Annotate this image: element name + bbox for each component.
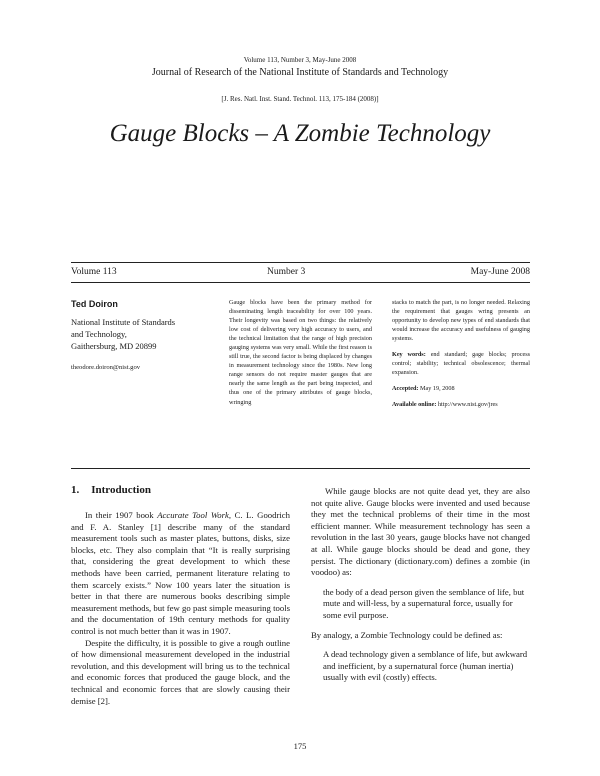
abstract-text-cont: stacks to match the part, is no longer needed. Relaxing the requirement that gauges wring presents an opportunity to develop new types of end standards that would increase the accuracy and usefulness of gauging systems. <box>392 299 530 343</box>
online-url[interactable]: http://www.nist.gov/jres <box>437 401 498 409</box>
volume-issue-line: Volume 113, Number 3, May-June 2008 <box>243 56 357 64</box>
page-number: 175 <box>293 741 307 751</box>
abstract-column-1 <box>229 298 372 407</box>
accepted-value: May 19, 2008 <box>420 385 455 393</box>
online-label: Available online: <box>392 401 437 409</box>
keywords-label: Key words: <box>392 351 426 359</box>
book-title: Accurate Tool Work <box>157 510 229 520</box>
accepted-label: Accepted: <box>392 385 419 393</box>
keywords <box>392 350 530 377</box>
affiliation-line: and Technology, <box>71 329 127 339</box>
abstract-text: Gauge blocks have been the primary method for disseminating length traceability for over 100 years. Their longevity was based on two things: the relatively low cost of delivering very high accuracy to users, and the technical limitation that the range of high precision gauging systems was very small. While the first reason is still true, the second factor is being displaced by changes in measurement technology since the 1980s. New long range sensors do not require master gauges that are nearly the same length as the part being inspected, and thus one of the primary attributes of gauge blocks, wringing <box>229 299 372 406</box>
block-quote: A dead technology given a semblance of life, but awkward and inefficient, by a supernatural force (human inertia) usually with evil (costly) effects. <box>323 649 528 683</box>
volume-label: Volume 113 <box>71 267 117 277</box>
affiliation-line: Gaithersburg, MD 20899 <box>71 341 157 351</box>
paragraph: While gauge blocks are not quite dead yet, they are also not quite alive. Gauge blocks were invented and used because they met the technical problems of their time in the most efficient manner. While measurement technology has seen a revolution in the last 30 years, gauge blocks have not changed at all. While gauge blocks should be dead and gone, they persist. The dictionary (dictionary.com) defines a zombie (in voodoo) as: <box>311 486 530 578</box>
available-online <box>392 400 530 409</box>
journal-title: Journal of Research of the National Institute of Standards and Technology <box>151 67 449 78</box>
affiliation-line: National Institute of Standards <box>71 317 176 327</box>
paragraph <box>71 510 290 638</box>
block-quote: the body of a dead person given the semblance of life, but mute and will-less, by a supernatural force, usually for some evil purpose. <box>323 586 525 620</box>
author-name: Ted Doiron <box>71 299 118 309</box>
body-column-right <box>311 486 530 692</box>
section-number: 1. <box>71 484 80 496</box>
abstract-column-2 <box>392 298 530 409</box>
section-heading <box>71 484 151 496</box>
paragraph-text: , C. L. Goodrich and F. A. Stanley [1] describe many of the standard measurement tools such as master plates, buttons, disks, size blocks, etc. They also complain that “It is really surprising that, considering the great development to which these methods have been carried, permanent literature relating to them scarcely exists.” Now 100 years later the situation is better in that there are numerous books describing simple measurement methods, but few go past simple measuring tools and the documentation of 19th century methods for quality control is not much better than it was in 1907. <box>71 510 290 636</box>
divider-top <box>71 262 530 263</box>
body-column-left <box>71 510 290 707</box>
date-label: May-June 2008 <box>470 267 530 277</box>
keywords-text: end standard; gage blocks; process control; stability; technical obsolescence; thermal expansion. <box>392 351 531 377</box>
author-email[interactable]: theodore.doiron@nist.gov <box>71 364 141 371</box>
number-label: Number 3 <box>267 267 306 277</box>
paragraph: Despite the difficulty, it is possible to give a rough outline of how dimensional measurement developed in the industrial revolution, and this development will bring us to the technical and economic forces that produced the gauge block, and the technical and economic forces that are slowly causing their demise [2]. <box>71 637 290 706</box>
paper-title: Gauge Blocks – A Zombie Technology <box>109 120 491 147</box>
paragraph: By analogy, a Zombie Technology could be defined as: <box>311 629 503 640</box>
paragraph-text: In their 1907 book <box>85 510 158 520</box>
author-affiliation <box>71 316 211 352</box>
divider-abstract <box>71 468 530 469</box>
citation-line: [J. Res. Natl. Inst. Stand. Technol. 113, 175-184 (2008)] <box>221 95 379 103</box>
divider-bottom <box>71 282 530 283</box>
accepted-date <box>392 384 530 393</box>
section-title: Introduction <box>91 484 151 496</box>
